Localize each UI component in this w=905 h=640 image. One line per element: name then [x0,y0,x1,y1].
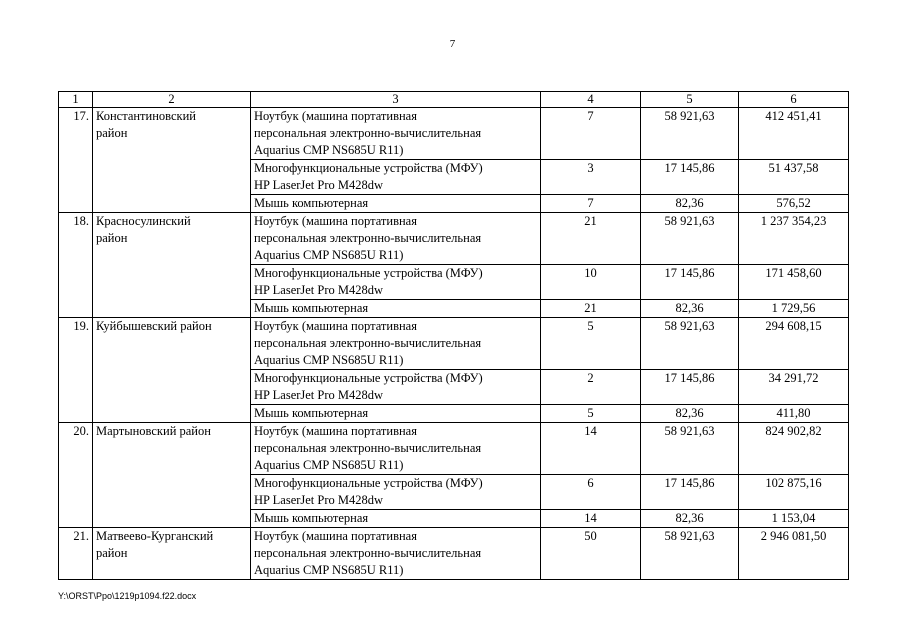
quantity-cell: 21 [541,213,641,265]
table-row [59,108,849,160]
item-name-line: персональная электронно-вычислительная [254,441,482,455]
total-sum-cell: 102 875,16 [739,475,849,510]
total-sum-cell: 1 153,04 [739,510,849,528]
quantity-cell: 7 [541,195,641,213]
table-body [59,92,849,580]
header-cell: 6 [739,92,849,108]
item-name-line: Мышь компьютерная [254,196,369,210]
district-name-line: Матвеево-Курганский [96,529,214,543]
row-number-cell: 17. [59,108,93,213]
header-cell: 4 [541,92,641,108]
total-sum-cell: 1 729,56 [739,300,849,318]
header-cell: 2 [93,92,251,108]
item-name-line: Мышь компьютерная [254,511,369,525]
item-name-line: Ноутбук (машина портативная [254,529,417,543]
unit-price-cell: 58 921,63 [641,213,739,265]
row-number-cell: 18. [59,213,93,318]
unit-price-cell: 17 145,86 [641,370,739,405]
item-name-line: Aquarius CMP NS685U R11) [254,458,404,472]
item-name-line: Мышь компьютерная [254,406,369,420]
item-name-line: Многофункциональные устройства (МФУ) [254,476,483,490]
total-sum-cell: 2 946 081,50 [739,528,849,580]
item-name-line: HP LaserJet Pro M428dw [254,283,384,297]
district-name-line: Константиновский [96,109,196,123]
footer-file-path: Y:\ORST\Ppo\1219p1094.f22.docx [58,591,197,601]
table-row [59,318,849,370]
item-name-line: персональная электронно-вычислительная [254,231,482,245]
item-name-cell [251,213,541,265]
item-name-line: персональная электронно-вычислительная [254,126,482,140]
quantity-cell: 21 [541,300,641,318]
district-name-line: район [96,126,128,140]
unit-price-cell: 17 145,86 [641,160,739,195]
item-name-cell [251,423,541,475]
quantity-cell: 50 [541,528,641,580]
item-name-cell [251,510,541,528]
district-name-line: район [96,546,128,560]
total-sum-cell: 51 437,58 [739,160,849,195]
total-sum-cell: 294 608,15 [739,318,849,370]
total-sum-cell: 411,80 [739,405,849,423]
item-name-line: Aquarius CMP NS685U R11) [254,563,404,577]
total-sum-cell: 34 291,72 [739,370,849,405]
unit-price-cell: 82,36 [641,510,739,528]
item-name-line: Ноутбук (машина портативная [254,319,417,333]
item-name-line: персональная электронно-вычислительная [254,336,482,350]
district-cell [93,528,251,580]
unit-price-cell: 82,36 [641,405,739,423]
total-sum-cell: 576,52 [739,195,849,213]
header-cell: 3 [251,92,541,108]
district-name-line: Красносулинский [96,214,191,228]
item-name-line: HP LaserJet Pro M428dw [254,493,384,507]
item-name-line: Многофункциональные устройства (МФУ) [254,266,483,280]
quantity-cell: 14 [541,423,641,475]
equipment-table [58,91,849,580]
district-name-line: район [96,231,128,245]
district-name-line: Куйбышевский район [96,319,212,333]
total-sum-cell: 412 451,41 [739,108,849,160]
page-number: 7 [449,38,456,50]
table-row [59,423,849,475]
item-name-cell [251,318,541,370]
item-name-line: Ноутбук (машина портативная [254,214,417,228]
unit-price-cell: 82,36 [641,195,739,213]
unit-price-cell: 58 921,63 [641,318,739,370]
unit-price-cell: 58 921,63 [641,423,739,475]
item-name-cell [251,370,541,405]
item-name-cell [251,528,541,580]
item-name-cell [251,160,541,195]
total-sum-cell: 171 458,60 [739,265,849,300]
item-name-cell [251,300,541,318]
item-name-line: Многофункциональные устройства (МФУ) [254,371,483,385]
item-name-cell [251,265,541,300]
header-cell: 5 [641,92,739,108]
unit-price-cell: 58 921,63 [641,528,739,580]
item-name-line: Многофункциональные устройства (МФУ) [254,161,483,175]
item-name-line: HP LaserJet Pro M428dw [254,178,384,192]
district-cell [93,213,251,318]
item-name-line: Aquarius CMP NS685U R11) [254,353,404,367]
district-name-line: Мартыновский район [96,424,211,438]
row-number-cell: 19. [59,318,93,423]
quantity-cell: 6 [541,475,641,510]
quantity-cell: 5 [541,318,641,370]
item-name-cell [251,108,541,160]
table-row [59,213,849,265]
table-row [59,528,849,580]
item-name-line: Мышь компьютерная [254,301,369,315]
district-cell [93,423,251,528]
unit-price-cell: 58 921,63 [641,108,739,160]
quantity-cell: 10 [541,265,641,300]
table-header-row [59,92,849,108]
unit-price-cell: 17 145,86 [641,475,739,510]
item-name-line: Ноутбук (машина портативная [254,109,417,123]
row-number-cell: 20. [59,423,93,528]
item-name-cell [251,405,541,423]
district-cell [93,108,251,213]
header-cell: 1 [59,92,93,108]
item-name-line: Aquarius CMP NS685U R11) [254,143,404,157]
unit-price-cell: 17 145,86 [641,265,739,300]
quantity-cell: 7 [541,108,641,160]
item-name-line: Aquarius CMP NS685U R11) [254,248,404,262]
quantity-cell: 3 [541,160,641,195]
item-name-line: HP LaserJet Pro M428dw [254,388,384,402]
item-name-line: Ноутбук (машина портативная [254,424,417,438]
total-sum-cell: 1 237 354,23 [739,213,849,265]
quantity-cell: 2 [541,370,641,405]
row-number-cell: 21. [59,528,93,580]
quantity-cell: 14 [541,510,641,528]
total-sum-cell: 824 902,82 [739,423,849,475]
item-name-cell [251,475,541,510]
unit-price-cell: 82,36 [641,300,739,318]
item-name-line: персональная электронно-вычислительная [254,546,482,560]
quantity-cell: 5 [541,405,641,423]
item-name-cell [251,195,541,213]
district-cell [93,318,251,423]
